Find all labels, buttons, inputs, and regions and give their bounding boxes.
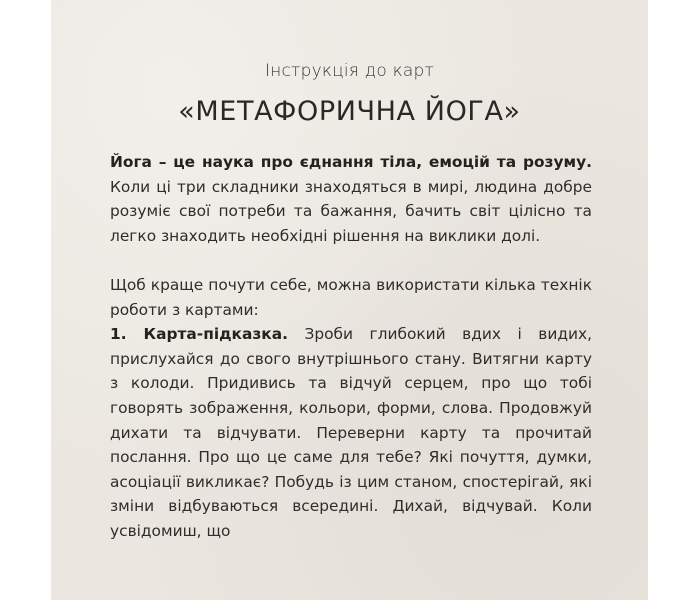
technique-1-text: Зроби глибокий вдих і видих, прислухайся до свого внутрішнього стану. Витягни карту з колоди. Придивись та відчуй серцем, про що тобі говорять зображення, кольори, форми, слова. Продовжуй дихати та відчувати. Переверни карту та прочитай послання. Про що це саме для тебе? Які почуття, думки, асоціації викликає? Побудь із цим станом, спостерігай, які зміни відбуваються всередині. Дихай, відчувай. Коли усвідомиш, що: [110, 325, 592, 540]
document-page: [51, 0, 648, 600]
document-title: «МЕТАФОРИЧНА ЙОГА»: [178, 96, 521, 127]
intro-text: Коли ці три складники знаходяться в мирі, людина добре розуміє свої потреби та бажання, бачить світ цілісно та легко знаходить необхідні рішення на виклики долі.: [110, 177, 592, 245]
intro-bold-text: Йога – це наука про єднання тіла, емоцій та розуму.: [110, 153, 592, 171]
technique-1-paragraph: [110, 322, 592, 543]
document-body: [110, 150, 592, 544]
document-subtitle: Інструкція до карт: [264, 61, 435, 81]
techniques-intro-paragraph: Щоб краще почути себе, можна використати кілька технік роботи з картами:: [110, 275, 592, 319]
intro-paragraph: [110, 150, 592, 248]
paragraph-gap: [110, 248, 592, 273]
technique-1-bold-text: 1. Карта-підказка.: [110, 325, 288, 344]
